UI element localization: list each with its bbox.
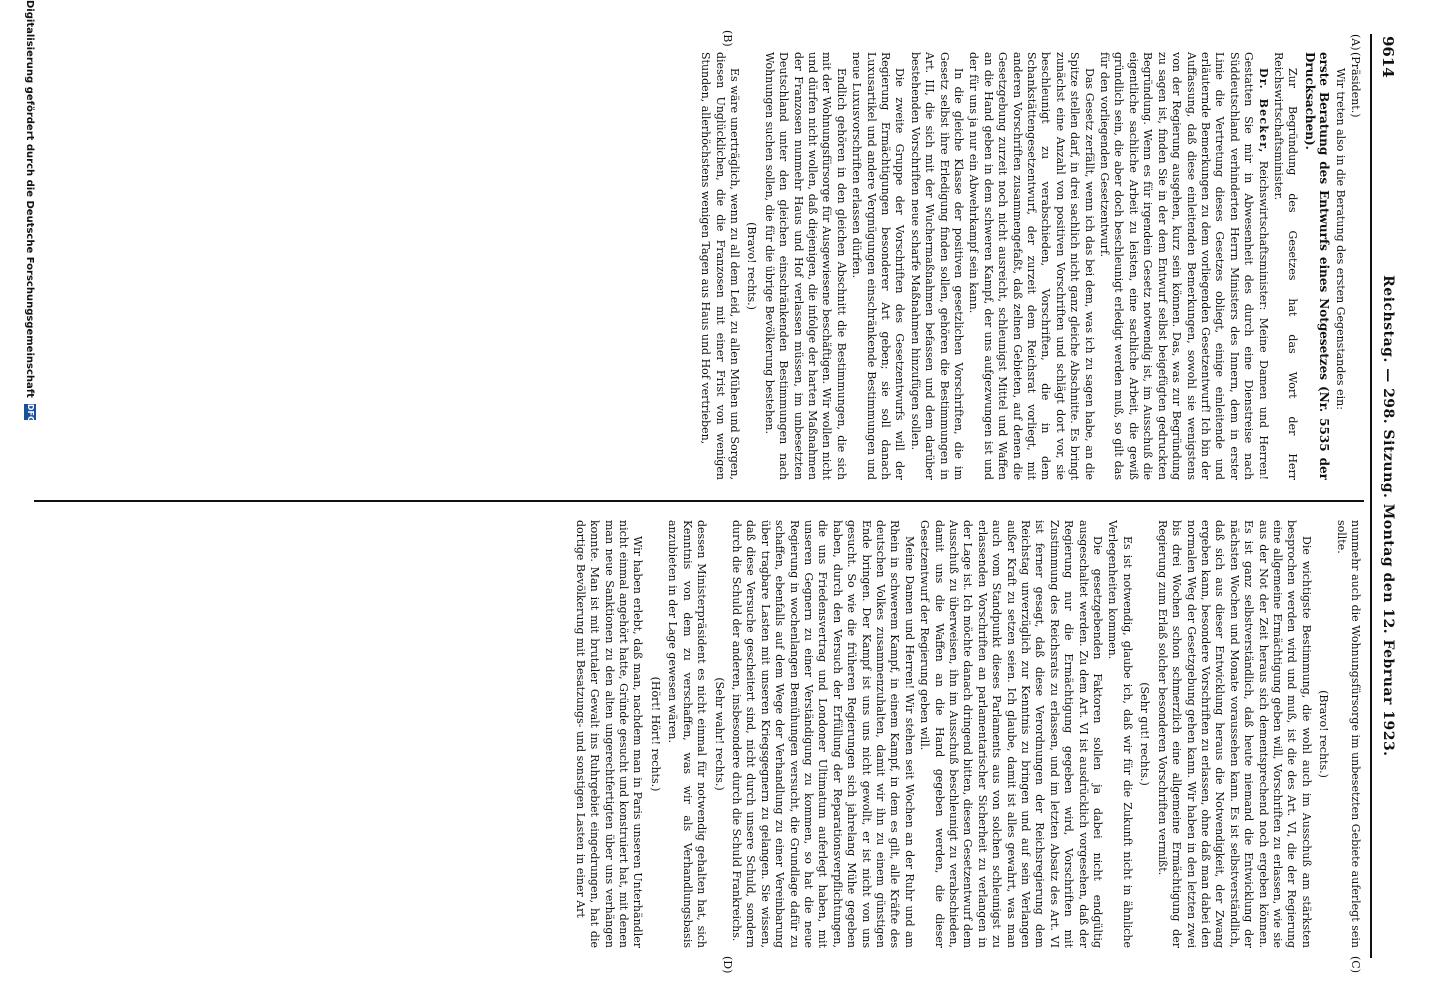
page-title: Reichstag. — 298. Sitzung. Montag den 12. Februar 1923. — [1380, 275, 1396, 757]
interjection: (Bravo! rechts.) — [745, 222, 759, 310]
margin-marker-a: (A) — [1349, 34, 1362, 51]
footer-text: Digitalisierung gefördert durch die Deutsche Forschungsgemeinschaft — [24, 0, 36, 398]
margin-marker-b: (B) — [721, 30, 734, 47]
paragraph: Meine Damen und Herren! Wir stehen seit Wochen an der Ruhr und am Rhein in schwerem Kampf, in einem Kampf, in dem es gilt, alle Kräfte des deutschen Volkes zusammenzuhalten, damit wir ihn zu einem günstigen Ende bringen. Der Kampf ist uns uns nicht gewollt, er ist nicht von uns gesucht. So wie die früheren Regierungen sich jahrelang Mühe gegeben haben, durch den Versuch der Erfüllung der Reparationsverpflichtungen, die uns Friedensvertrag und Londoner Ultimatum auferlegt haben, mit unseren Gegnern zu einer Verständigung zu kommen, so hat die neue Regierung in wochenlangen Bemühungen versucht, die Grundlage dafür zu schaffen, ebenfalls auf dem Wege der Verhandlung zu einer Vereinbarung über tragbare Lasten mit unseren Kriegsgegnern zu gelangen. Sie wissen, daß diese Versuche gescheitert sind, nicht durch unsere Schuld, sondern durch die Schuld der anderen, insbesondere durch die Schuld Frankreichs. — [729, 520, 916, 948]
speaker-name: Dr. Becker, — [1256, 68, 1270, 154]
speech-text: Meine Damen und Herren! Gestatten Sie mir in Abwesenheit des durch eine Dienstreise nach Süddeutschland verhinderten Herrn Ministers des Innern, dem in erster Linie die Vertretung dieses Gesetzes obliegt, einige einleitende und erläuternde Bemerkungen zu dem vorliegenden Gesetzentwurf! Ich bin der Auffassung, daß diese einleitenden Bemerkungen, sowohl sie wenigstens von der Regierung ausgehen, kurz sein können. Das, was zur Begründung zu sagen ist, finden Sie in der dem Entwurf selbst beigefügten gedruckten Begründung. Wenn es für irgendein Gesetz notwendig ist, im Ausschuß die eigentliche sachliche Arbeit zu leisten, eine sachliche Arbeit, die gewiß gründlich sein, die aber doch beschleunigt erledigt werden muß, so gilt das für den vorliegenden Gesetzentwurf. — [1098, 52, 1270, 480]
left-column — [22, 52, 1362, 480]
paragraph: Es wäre unerträglich, wenn zu all dem Leid, zu allen Mühen und Sorgen, diesen Unglücklichen, die die Franzosen mit einer Frist von wenigen Stunden, allerhöchstens wenigen Tagen aus Haus und Hof vertrieben, — [699, 52, 741, 480]
dfg-logo-icon: DFG — [26, 403, 35, 423]
header-rule — [1370, 34, 1372, 958]
paragraph: Das Gesetz zerfällt, wenn ich das bei dem, was ich zu sagen habe, an die Spitze stellen darf, in drei sachlich nicht ganz gleiche Abschnitte. Es bringt zunächst eine Anzahl von positiven Vorschriften und schlägt dort vor, sie beschleunigt zu verabschieden, Vorschriften, die in dem Schankstättengesetzentwurf, der zurzeit dem Reichsrat vorliegt, mit anderen Vorschriften zusammengefaßt, daß zelnen Gebieten, auf denen die Gesetzgebung zurzeit noch nicht ausreicht, schleunigst Mittel und Waffen an die Hand geben in dem schweren Kampf, der uns aufgezwungen ist und der für uns ja nur ein Abwehrkampf sein kann. — [967, 52, 1096, 480]
interjection: (Sehr gut! rechts.) — [1138, 682, 1152, 786]
paragraph: Die zweite Gruppe der Vorschriften des Gesetzentwurfs will der Regierung Ermächtigungen besonderer Art geben; sie soll danach Luxusartikel und andere Vergnügungen einschränkende Bestimmungen und neue Luxusvorschriften erlassen dürfen. — [850, 52, 907, 480]
speech-paragraph — [1097, 52, 1270, 480]
paragraph: Endlich gehören in den gleichen Abschnitt die Bestimmungen, die sich mit der Wohnungsfürsorge für Ausgewiesene beschäftigen. Wir wollen nicht und dürfen nicht wollen, daß diejenigen, die infolge der harten Maßnahmen der Franzosen nunmehr Haus und Hof verlassen müssen, im unbesetzten Deutschland unter den gleichen einschränkenden Bestimmungen nach Wohnungen suchen sollen, die für die übrige Bevölkerung bestehen. — [762, 52, 848, 480]
interjection: (Sehr wahr! rechts.) — [712, 677, 726, 791]
column-divider — [34, 500, 1364, 502]
give-floor-text: Zur Begründung des Gesetzes hat das Wort der Herr Reichswirtschaftsminister. — [1271, 52, 1300, 480]
paragraph: In die gleiche Klasse der positiven gesetzlichen Vorschriften, die im Gesetz selbst ihre Erledigung finden sollen, gehören die Bestimmungen in Art. III, die sich mit der Wuchermaßnahmen befassen und dem darüber bestehenden Vorschriften neue scharfe Maßnahmen hinzufügen sollen. — [908, 52, 966, 480]
intro-text: Wir treten also in die Beratung des ersten Gegenstandes ein: — [1333, 68, 1347, 410]
right-column — [22, 520, 1362, 948]
paragraph: Es ist notwendig, glaube ich, daß wir für die Zukunft nicht in ähnliche Verlegenheiten kommen. — [1106, 520, 1134, 948]
interjection: (Bravo! rechts.) — [1317, 690, 1331, 778]
footer — [24, 0, 36, 1000]
page-header — [1374, 36, 1402, 954]
page-number: 9614 — [1379, 36, 1397, 78]
margin-marker-d: (D) — [721, 956, 734, 974]
paragraph: dessen Ministerpräsident es nicht einmal für notwendig gehalten hat, sich Kenntnis von dem zu verschaffen, was wir als Verhandlungsbasis anzubieten in der Lage gewesen wären. — [666, 520, 709, 948]
margin-marker-c: (C) — [1349, 956, 1362, 973]
interjection: (Hört! Hört! rechts.) — [648, 676, 662, 792]
paragraph: Die wichtigste Bestimmung, die wohl auch im Ausschuß am stärksten besprochen werden wird und muß, ist die des Art. VI, die der Regierung eine allgemeine Ermächtigung geben will, Vorschriften zu erlassen, wie sie aus der Not der Zeit heraus sich dementsprechend noch ergeben können. Es ist ganz selbstverständlich, daß heute niemand die Entwicklung der nächsten Wochen und Monate voraussehen kann. Es ist selbstverständlich, daß sich aus dieser Entwicklung heraus die Notwendigkeit, der Zwang ergeben kann, besondere Vorschriften zu erlassen, ohne daß man dabei den normalen Weg der Gesetzgebung gehen kann. Wir haben in den letzten zwei bis drei Wochen schon schmerzlich eine allgemeine Ermächtigung der Regierung zum Erlaß solcher besonderen Vorschriften vermißt. — [1155, 520, 1313, 948]
paragraph: Die gesetzgebenden Faktoren sollen ja dabei nicht endgültig ausgeschaltet werden. Zu dem Art. VI ist ausdrücklich vorgesehen, daß der Regierung nur die Ermächtigung gegeben wird, Vorschriften mit Zustimmung des Reichsrats zu erlassen, und im letzten Absatz des Art. VI ist ferner gesagt, daß diese Verordnungen der Reichsregierung dem Reichstag unverzüglich zur Kenntnis zu bringen und auf sein Verlangen außer Kraft zu setzen seien. Ich glaube, damit ist alles gewahrt, was man auch vom Standpunkt dieses Parlaments aus von solchen schleunigst zu erlassenden Vorschriften an parlamentarischer Sicherheit zu verlangen in der Lage ist. Ich möchte danach dringend bitten, diesen Gesetzentwurf dem Ausschuß zu überweisen, ihn im Ausschuß beschleunigt zu verabschieden, damit uns die Waffen an die Hand gegeben werden, die dieser Gesetzentwurf der Regierung geben will. — [918, 520, 1105, 948]
speaker-role: (Präsident.) — [1349, 52, 1362, 118]
paragraph: nunmehr auch die Wohnungsfürsorge im unbesetzten Gebiete auferlegt sein sollte. — [1334, 520, 1362, 948]
speaker-title: Reichswirtschaftsminister: — [1256, 160, 1270, 311]
agenda-item: erste Beratung des Entwurfs eines Notgesetzes (Nr. 5535 der Drucksachen). — [1302, 52, 1332, 480]
paragraph: Wir haben erlebt, daß man, nachdem man in Paris unseren Unterhändler nicht einmal angehört hatte, Gründe gesucht und konstruiert hat, mit denen man neue Sanktionen zu den alten ungerechtfertigten über uns verhängen konnte. Man ist mit brutaler Gewalt ins Ruhrgebiet eingedrungen, hat die dortige Bevölkerung mit Besatzungs- und sonstigen Lasten in einer Art — [573, 520, 645, 948]
